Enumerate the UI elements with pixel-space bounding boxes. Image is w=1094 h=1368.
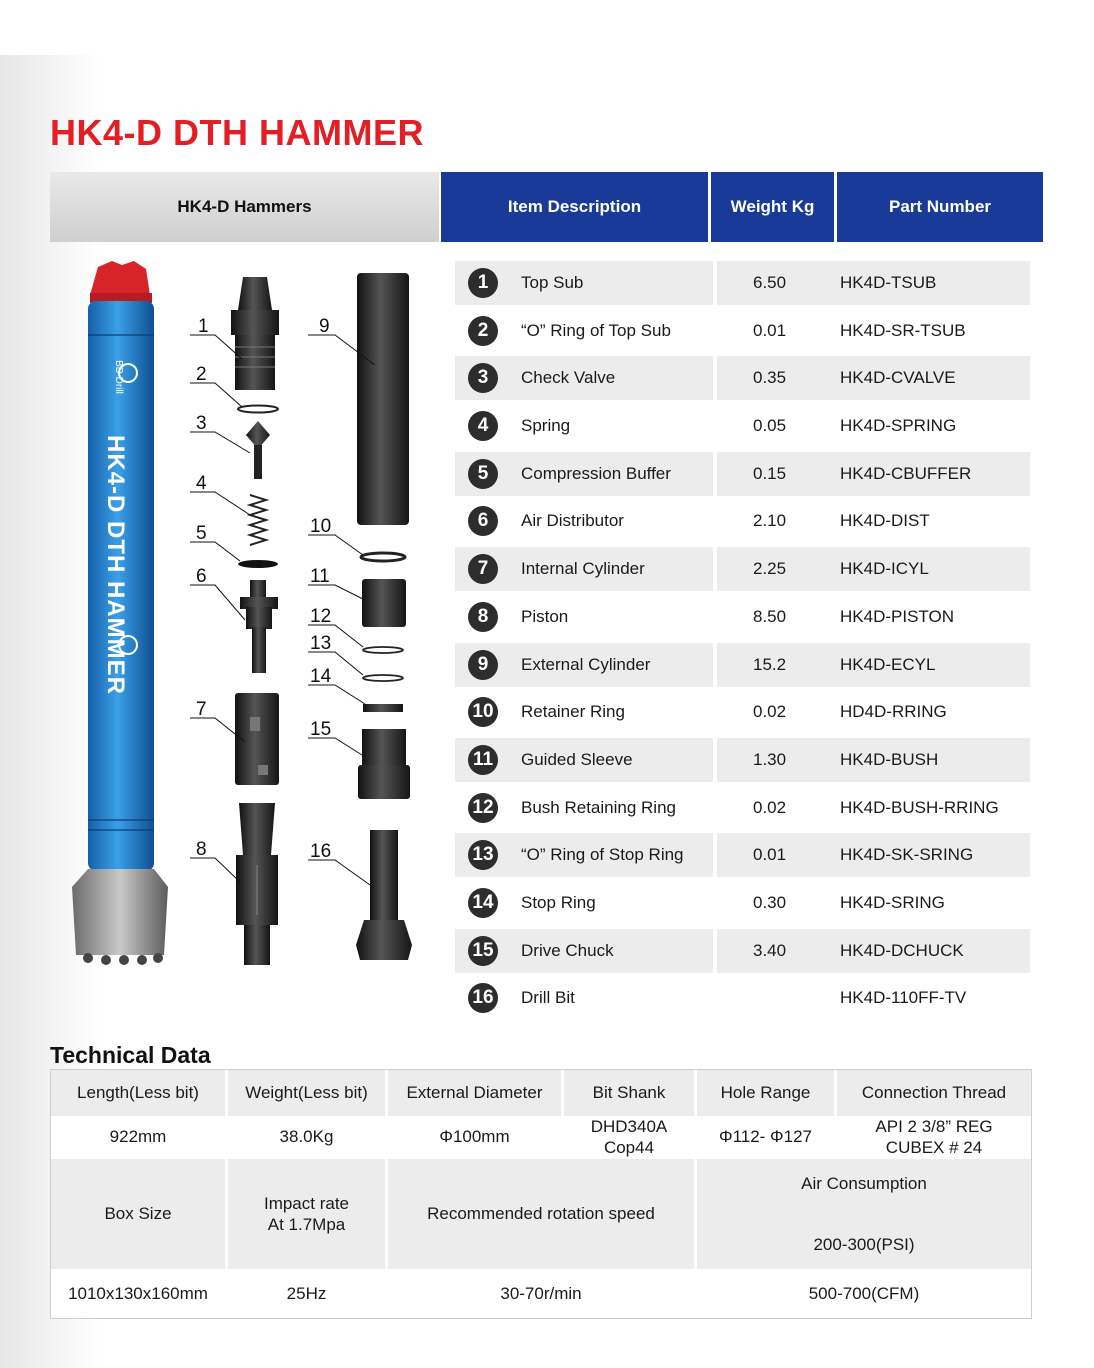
part-code: HK4D-SK-SRING xyxy=(840,845,974,865)
tech-diameter-value: Φ100mm xyxy=(439,1127,510,1147)
part-weight: 0.35 xyxy=(753,368,787,388)
part-weight: 6.50 xyxy=(753,273,787,292)
part-number-badge: 13 xyxy=(468,840,498,870)
part-description: Compression Buffer xyxy=(521,463,671,483)
part-description: Drive Chuck xyxy=(521,940,614,960)
callout-3: 3 xyxy=(196,413,207,434)
tech-impact-line1: Impact rate xyxy=(263,1193,350,1213)
part-description: External Cylinder xyxy=(521,654,651,674)
callout-10: 10 xyxy=(310,516,332,537)
part-6-air-distributor xyxy=(240,580,278,673)
part-weight: 8.50 xyxy=(753,606,787,626)
tech-air-psi: 200-300(PSI) xyxy=(813,1234,915,1254)
part-row xyxy=(455,881,1030,925)
header-hammers: HK4-D Hammers xyxy=(50,172,439,242)
part-code: HK4D-BUSH-RRING xyxy=(840,797,999,817)
callout-4: 4 xyxy=(196,473,207,494)
part-description: Piston xyxy=(521,606,569,626)
part-code: HK4D-110FF-TV xyxy=(840,988,967,1008)
tech-header-impact-rate xyxy=(228,1159,385,1269)
tech-bit-shank-value xyxy=(564,1116,694,1158)
callout-7: 7 xyxy=(196,699,207,720)
part-5-buffer xyxy=(238,560,278,568)
part-number-badge: 16 xyxy=(468,983,498,1013)
part-description: Spring xyxy=(521,416,571,436)
page-title: HK4-D DTH HAMMER xyxy=(50,112,424,153)
part-weight: 2.25 xyxy=(753,559,787,579)
part-weight: 2.10 xyxy=(753,511,787,531)
part-row xyxy=(455,929,1030,973)
part-12-ring xyxy=(363,647,403,653)
tech-header-bit-shank: Bit Shank xyxy=(564,1070,694,1116)
tech-header-air-consumption xyxy=(697,1159,1031,1269)
hammer-illustration xyxy=(60,255,440,975)
part-code: HK4D-PISTON xyxy=(840,606,954,626)
tech-header-box-size: Box Size xyxy=(51,1159,225,1269)
part-code: HK4D-BUSH xyxy=(840,749,939,769)
part-weight: 0.30 xyxy=(753,892,787,912)
header-weight: Weight Kg xyxy=(711,172,834,242)
tech-header-length: Length(Less bit) xyxy=(51,1070,225,1116)
part-description: Drill Bit xyxy=(521,988,575,1008)
part-weight: 0.05 xyxy=(753,416,787,436)
part-row xyxy=(455,452,1030,496)
part-number-badge: 5 xyxy=(468,459,498,489)
hammer-label-text: HK4-D DTH HAMMER xyxy=(102,435,129,695)
part-number-badge: 2 xyxy=(468,316,498,346)
callout-lines xyxy=(190,335,375,885)
part-15-drive-chuck xyxy=(358,729,410,799)
part-number-badge: 7 xyxy=(468,554,498,584)
tech-hole-range-value: Φ112- Φ127 xyxy=(719,1127,812,1147)
part-8-piston xyxy=(236,803,278,965)
part-row xyxy=(455,499,1030,543)
part-number-badge: 9 xyxy=(468,650,498,680)
part-description: Internal Cylinder xyxy=(521,559,645,579)
part-2-o-ring xyxy=(238,406,278,413)
callout-15: 15 xyxy=(310,719,332,740)
callout-9: 9 xyxy=(319,316,330,337)
tech-rotation-value: 30-70r/min xyxy=(500,1283,582,1303)
callout-1: 1 xyxy=(198,316,209,337)
tech-header-diameter: External Diameter xyxy=(388,1070,561,1116)
part-row xyxy=(455,356,1030,400)
tech-air-label: Air Consumption xyxy=(801,1174,927,1193)
part-row xyxy=(455,690,1030,734)
tech-bit-shank-line1: DHD340A xyxy=(590,1116,668,1136)
part-weight: 3.40 xyxy=(753,940,787,960)
part-weight: 0.02 xyxy=(753,702,787,722)
part-weight: 0.02 xyxy=(753,797,787,817)
part-description: Retainer Ring xyxy=(521,702,625,722)
part-code: HK4D-CVALVE xyxy=(840,368,956,388)
part-code: HD4D-RRING xyxy=(840,702,947,722)
part-description: “O” Ring of Stop Ring xyxy=(521,845,684,865)
callout-8: 8 xyxy=(196,839,207,860)
tech-header-weight: Weight(Less bit) xyxy=(228,1070,385,1116)
tech-impact-value: 25Hz xyxy=(286,1283,327,1303)
part-code: HK4D-TSUB xyxy=(840,273,937,292)
part-number-badge: 15 xyxy=(468,936,498,966)
part-description: Check Valve xyxy=(521,368,616,388)
part-row xyxy=(455,976,1030,1020)
part-code: HK4D-SR-TSUB xyxy=(840,320,966,340)
tech-weight-value: 38.0Kg xyxy=(279,1127,334,1147)
callout-5: 5 xyxy=(196,523,207,544)
part-row xyxy=(455,309,1030,353)
callout-11: 11 xyxy=(310,566,330,587)
tech-thread-value xyxy=(837,1116,1031,1158)
part-description: “O” Ring of Top Sub xyxy=(521,320,671,340)
tech-header-rotation-speed: Recommended rotation speed xyxy=(388,1159,694,1269)
tech-impact-line2: At 1.7Mpa xyxy=(267,1215,346,1234)
part-number-badge: 6 xyxy=(468,506,498,536)
part-code: HK4D-DCHUCK xyxy=(840,940,964,960)
part-4-spring xyxy=(250,495,266,545)
part-description: Guided Sleeve xyxy=(521,749,633,769)
part-11-guided-sleeve xyxy=(362,579,406,627)
part-10-retainer-ring xyxy=(361,553,405,561)
part-row xyxy=(455,595,1030,639)
part-row xyxy=(455,547,1030,591)
header-item-description: Item Description xyxy=(441,172,708,242)
part-row xyxy=(455,404,1030,448)
callout-6: 6 xyxy=(196,566,207,587)
parts-list xyxy=(455,261,1030,1024)
part-description: Stop Ring xyxy=(521,892,596,912)
part-weight: 0.15 xyxy=(753,463,787,483)
part-number-badge: 1 xyxy=(468,268,498,298)
part-code: HK4D-SPRING xyxy=(840,416,957,436)
hammer-brand-text: BD Drill xyxy=(113,360,124,394)
part-3-check-valve xyxy=(246,421,270,479)
part-row xyxy=(455,261,1030,305)
callout-2: 2 xyxy=(196,364,207,385)
assembled-hammer xyxy=(72,261,168,965)
technical-data-title: Technical Data xyxy=(50,1042,211,1068)
part-number-badge: 12 xyxy=(468,793,498,823)
part-number-badge: 14 xyxy=(468,888,498,918)
header-part-number: Part Number xyxy=(837,172,1043,242)
part-row xyxy=(455,643,1030,687)
part-number-badge: 10 xyxy=(468,697,498,727)
callout-14: 14 xyxy=(310,666,332,687)
part-number-badge: 8 xyxy=(468,602,498,632)
part-number-badge: 11 xyxy=(468,745,498,775)
tech-bit-shank-line2: Cop44 xyxy=(603,1138,655,1157)
part-13-ring xyxy=(363,675,403,681)
callout-16: 16 xyxy=(310,841,332,862)
part-description: Air Distributor xyxy=(521,511,624,531)
tech-header-hole-range: Hole Range xyxy=(697,1070,834,1116)
callout-13: 13 xyxy=(310,633,332,654)
part-row xyxy=(455,738,1030,782)
part-weight: 0.01 xyxy=(753,845,787,865)
part-number-badge: 3 xyxy=(468,363,498,393)
part-row xyxy=(455,786,1030,830)
part-14-stop-ring xyxy=(363,704,403,712)
part-weight: 15.2 xyxy=(753,654,787,674)
part-1-top-sub xyxy=(231,277,279,390)
part-number-badge: 4 xyxy=(468,411,498,441)
part-code: HK4D-CBUFFER xyxy=(840,463,972,483)
part-code: HK4D-SRING xyxy=(840,892,945,912)
part-description: Top Sub xyxy=(521,273,584,292)
part-weight: 0.01 xyxy=(753,320,787,340)
tech-length-value: 922mm xyxy=(109,1127,167,1147)
part-code: HK4D-ICYL xyxy=(840,559,929,579)
part-code: HK4D-DIST xyxy=(840,511,930,531)
tech-header-connection-thread: Connection Thread xyxy=(837,1070,1031,1116)
tech-thread-line1: API 2 3/8” REG xyxy=(875,1116,993,1136)
part-code: HK4D-ECYL xyxy=(840,654,936,674)
tech-box-size-value: 1010x130x160mm xyxy=(68,1283,208,1303)
part-weight: 1.30 xyxy=(753,749,787,769)
part-16-drill-bit xyxy=(356,830,412,960)
tech-air-cfm-value: 500-700(CFM) xyxy=(808,1283,920,1303)
tech-thread-line2: CUBEX # 24 xyxy=(885,1138,983,1157)
callout-12: 12 xyxy=(310,606,332,627)
part-9-external-cylinder xyxy=(357,273,409,525)
part-row xyxy=(455,833,1030,877)
part-description: Bush Retaining Ring xyxy=(521,797,676,817)
technical-data-table xyxy=(50,1069,1032,1319)
